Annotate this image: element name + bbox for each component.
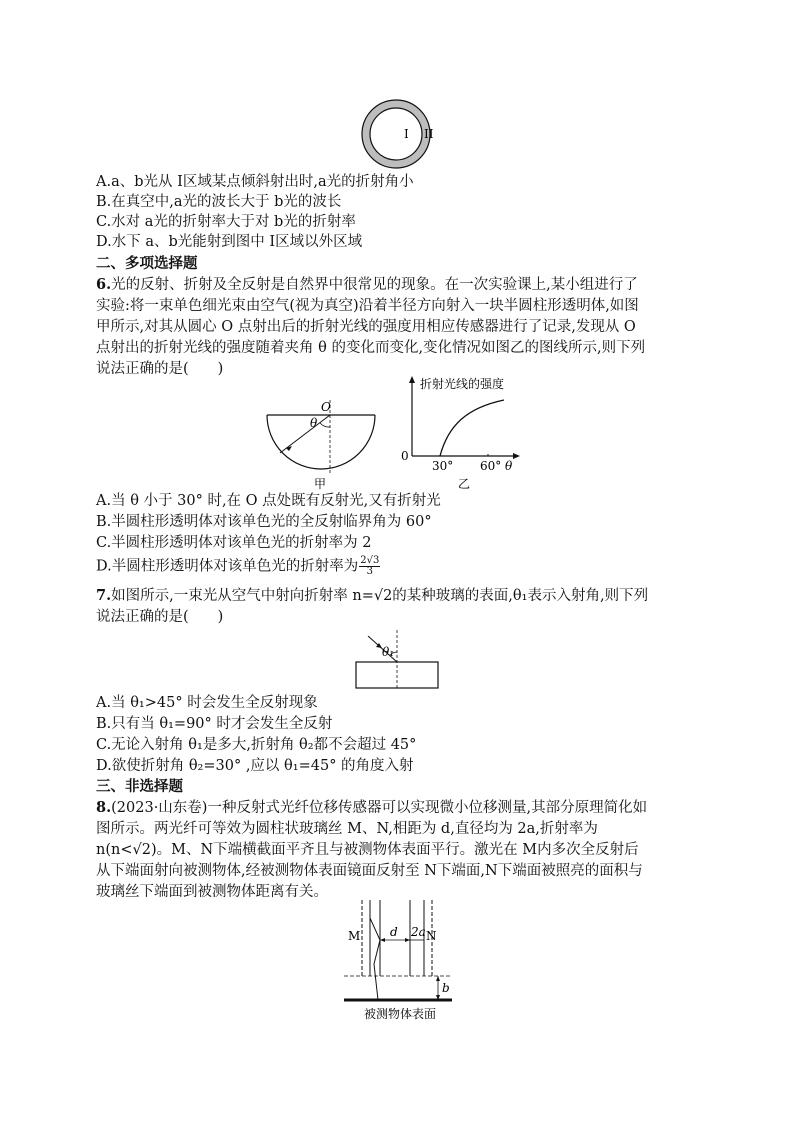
q6-option-b: B.半圆柱形透明体对该单色光的全反射临界角为 60° [96,514,432,530]
q6-option-d [96,556,381,577]
point-O-label: O [321,400,331,414]
q6-line-2: 实验:将一束单色细光束由空气(视为真空)沿着半径方向射入一块半圆柱形透明体,如图 [96,298,639,314]
diameter-2a-label: 2a [411,925,426,939]
q7-option-a: A.当 θ₁>45° 时会发生全反射现象 [96,695,318,711]
q7-option-c: C.无论入射角 θ₁是多大,折射角 θ₂都不会超过 45° [96,737,417,753]
q6-line-5: 说法正确的是( ) [96,361,224,377]
q7-figure [352,626,442,692]
surface-caption: 被测物体表面 [364,1007,437,1021]
section-title-multiple-choice: 二、多项选择题 [96,255,198,272]
q8-line-1 [96,798,647,818]
fiber-N-label: N [426,929,437,943]
region-I-label: I [404,127,409,141]
q6-option-a: A.当 θ 小于 30° 时,在 O 点处既有反射光,又有折射光 [96,493,441,509]
q8-line-4: 从下端面射向被测物体,经被测物体表面镜面反射至 N下端面,N下端面被照亮的面积与 [96,863,643,879]
origin-label: 0 [401,449,409,463]
q8-text-1: (2023·山东卷)一种反射式光纤位移传感器可以实现微小位移测量,其部分原理简化如 [111,800,648,816]
q6-line-1 [96,275,638,295]
q8-line-2: 图所示。两光纤可等效为圆柱状玻璃丝 M、N,相距为 d,直径均为 2a,折射率为 [96,821,598,837]
q8-figure [340,900,470,1025]
angle-theta-label: θ [310,416,318,430]
q7-line-2: 说法正确的是( ) [96,609,224,625]
figure-jia-caption: 甲 [314,477,327,491]
q5-option-b: B.在真空中,a光的波长大于 b光的波长 [96,194,342,210]
q6-figure-yi [398,376,528,491]
q8-line-5: 玻璃丝下端面到被测物体距离有关。 [96,884,328,900]
q7-number: 7. [96,587,112,604]
q5-option-d: D.水下 a、b光能射到图中 Ⅰ区域以外区域 [96,234,363,250]
q6-option-c: C.半圆柱形透明体对该单色光的折射率为 2 [96,535,372,551]
q6-figure-jia [262,395,382,490]
q6-line-4: 点射出的折射光线的强度随着夹角 θ 的变化而变化,变化情况如图乙的图线所示,则下列 [96,340,646,356]
q5-option-c: C.水对 a光的折射率大于对 b光的折射率 [96,214,356,230]
q8-number: 8. [96,799,112,816]
q5-option-a: A.a、b光从 Ⅰ区域某点倾斜射出时,a光的折射角小 [96,174,414,190]
q7-text-1: 如图所示,一束光从空气中射向折射率 n=√2的某种玻璃的表面,θ₁表示入射角,则下列 [111,588,649,604]
q6-text-1: 光的反射、折射及全反射是自然界中很常见的现象。在一次实验课上,某小组进行了 [111,277,638,293]
q6-option-d-text: D.半圆柱形透明体对该单色光的折射率为 [96,558,359,575]
q7-option-b: B.只有当 θ₁=90° 时才会发生全反射 [96,716,333,732]
theta1-label: θ₁ [382,645,395,659]
fiber-M-label: M [348,929,361,943]
q5-ring-figure [358,98,438,170]
q6-number: 6. [96,276,112,293]
q7-line-1 [96,586,648,606]
figure-yi-caption: 乙 [458,477,471,491]
q8-line-3: n(n<√2)。M、N下端横截面平齐且与被测物体表面平行。激光在 M内多次全反射后 [96,842,639,858]
section-title-non-choice: 三、非选择题 [96,778,183,795]
tick-30-label: 30° [432,459,454,473]
y-axis-label: 折射光线的强度 [420,377,505,391]
x-axis-theta-label: θ [505,459,513,473]
distance-d-label: d [390,925,398,939]
q6-line-3: 甲所示,对其从圆心 O 点射出后的折射光线的强度用相应传感器进行了记录,发现从 O [96,319,636,335]
distance-b-label: b [442,981,450,995]
fraction [359,556,380,577]
tick-60-label: 60° [480,459,502,473]
fraction-denominator: 3 [366,566,373,577]
fraction-numerator: 2√3 [360,555,380,566]
q7-option-d: D.欲使折射角 θ₂=30° ,应以 θ₁=45° 的角度入射 [96,758,414,774]
region-II-label: II [424,127,434,141]
